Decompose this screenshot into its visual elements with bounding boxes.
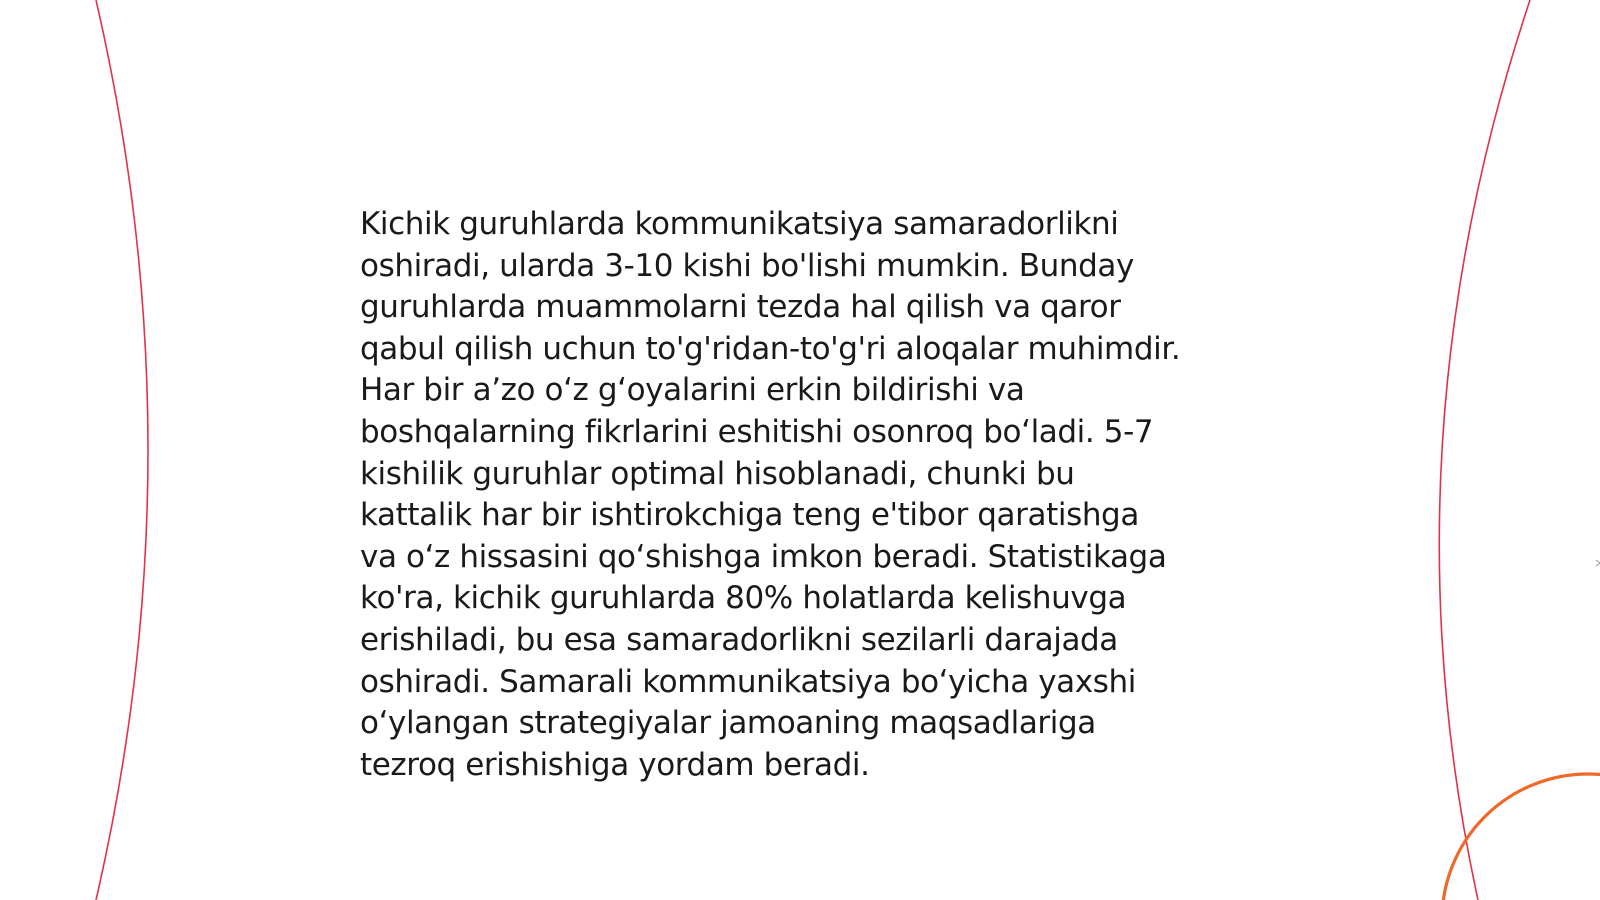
left-arc-line [96,0,148,900]
paragraph-line: o‘ylangan strategiyalar jamoaning maqsadlariga [360,705,1096,742]
paragraph-line: guruhlarda muammolarni tezda hal qilish va qaror [360,289,1121,326]
paragraph-line: erishiladi, bu esa samaradorlikni sezilarli darajada [360,621,1118,658]
paragraph-line: Har bir a’zo o‘z g‘oyalarini erkin bildirishi va [360,372,1025,409]
paragraph-line: va o‘z hissasini qo‘shishga imkon beradi. Statistikaga [360,538,1167,575]
paragraph-line: kishilik guruhlar optimal hisoblanadi, chunki bu [360,455,1075,492]
paragraph-line: qabul qilish uchun to'g'ridan-to'g'ri aloqalar muhimdir. [360,330,1181,367]
paragraph-line: boshqalarning fikrlarini eshitishi osonroq bo‘ladi. 5-7 [360,413,1154,450]
body-paragraph [360,204,1260,786]
paragraph-line: oshiradi, ularda 3-10 kishi bo'lishi mumkin. Bunday [360,247,1134,284]
paragraph-line: kattalik har bir ishtirokchiga teng e'tibor qaratishga [360,497,1139,534]
paragraph-line: tezroq erishishiga yordam beradi. [360,746,870,783]
right-arc-line [1439,0,1530,900]
paragraph-line: Kichik guruhlarda kommunikatsiya samaradorlikni [360,206,1119,242]
edge-arrow-icon [1596,560,1600,566]
paragraph-line: ko'ra, kichik guruhlarda 80% holatlarda kelishuvga [360,580,1127,617]
paragraph-line: oshiradi. Samarali kommunikatsiya bo‘yicha yaxshi [360,663,1136,700]
